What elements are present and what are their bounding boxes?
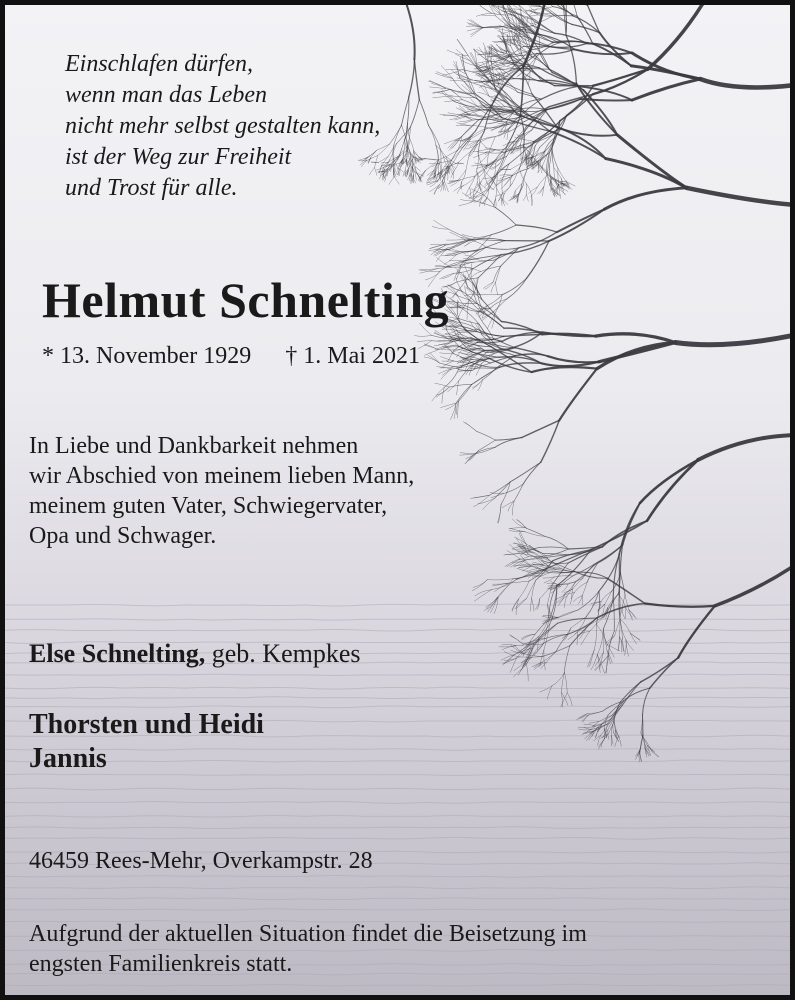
birth-date: * 13. November 1929 [42,343,252,369]
farewell-text [29,431,414,551]
address: 46459 Rees-Mehr, Overkampstr. 28 [29,848,373,874]
farewell-line: In Liebe und Dankbarkeit nehmen [29,433,359,459]
family-line: Thorsten und Heidi [29,709,264,740]
poem-line: wenn man das Leben [65,82,267,108]
poem-line: und Trost für alle. [65,175,238,201]
farewell-line: meinem guten Vater, Schwiegervater, [29,493,388,519]
death-date: † 1. Mai 2021 [285,343,420,369]
life-dates [42,343,420,370]
deceased-name: Helmut Schnelting [42,272,450,328]
poem-line: nicht mehr selbst gestalten kann, [65,113,381,139]
notice-line: Aufgrund der aktuellen Situation findet die Beisetzung im [29,921,587,947]
poem-line: ist der Weg zur Freiheit [65,144,292,170]
poem [65,49,380,204]
poem-line: Einschlafen dürfen, [65,51,253,77]
farewell-line: wir Abschied von meinem lieben Mann, [29,463,415,489]
burial-notice [29,919,587,979]
mourner-family [29,708,264,776]
wife-name: Else Schnelting, [29,639,206,668]
farewell-line: Opa und Schwager. [29,523,217,549]
family-line: Jannis [29,743,107,774]
wife-maiden-name: geb. Kempkes [211,639,361,668]
mourner-wife [29,639,361,669]
notice-line: engsten Familienkreis statt. [29,951,293,977]
